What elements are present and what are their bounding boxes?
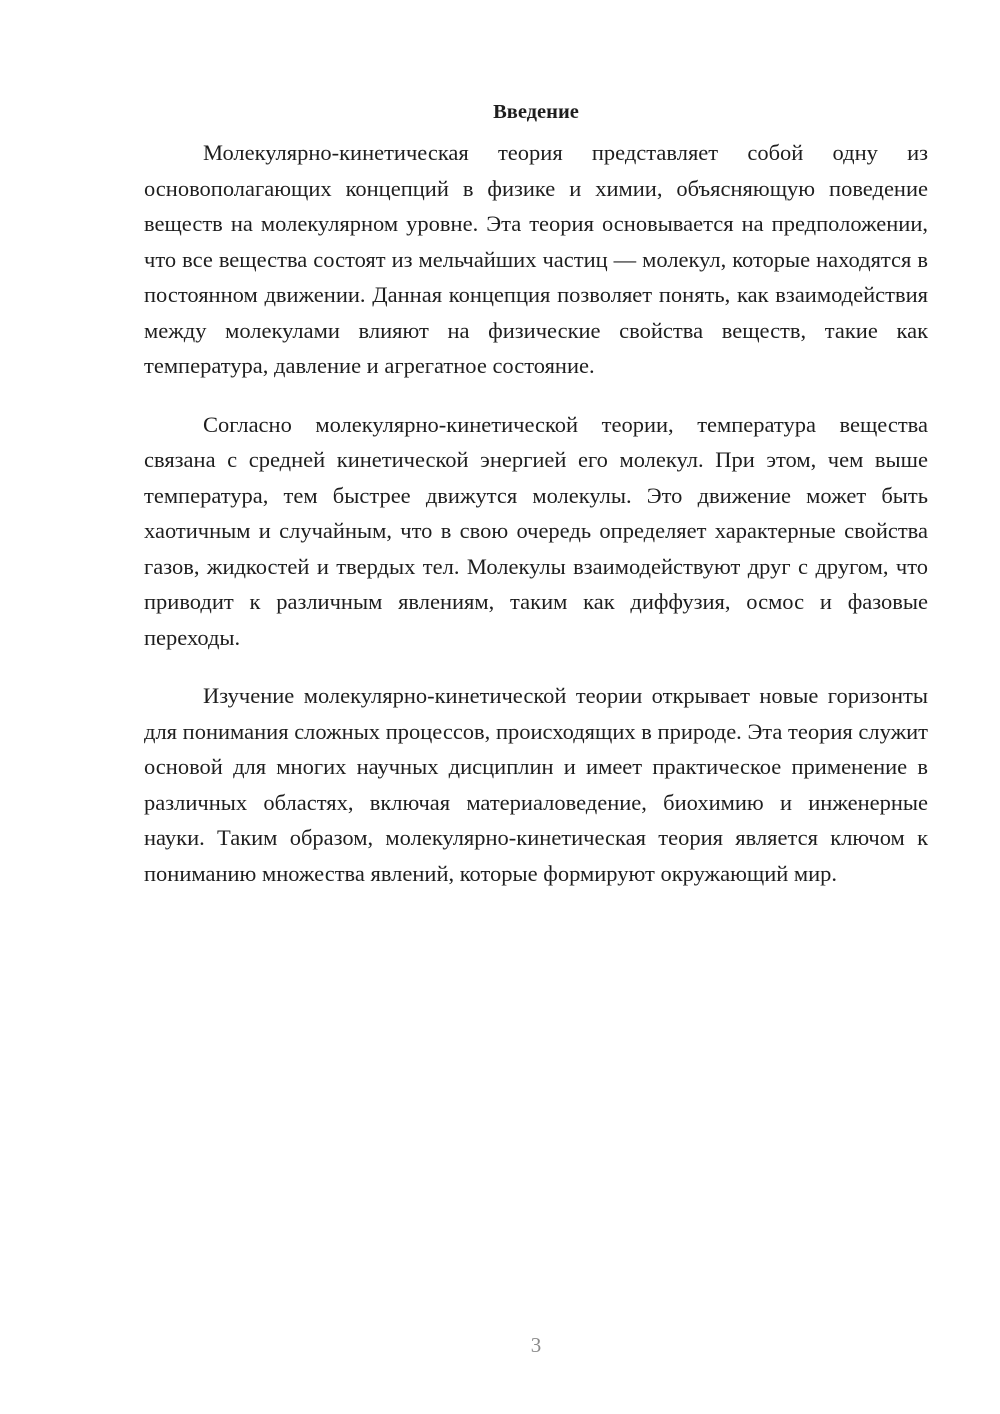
page-number: 3	[530, 1333, 542, 1357]
section-title: Введение	[493, 101, 579, 123]
page-content	[144, 97, 928, 914]
paragraph-1: Молекулярно-кинетическая теория представляет собой одну из основополагающих концепций в физике и химии, объясняющую поведение веществ на молекулярном уровне. Эта теория основывается на предположении, что все вещества состоят из мельчайших частиц — молекул, которые находятся в постоянном движении. Данная концепция позволяет понять, как взаимодействия между молекулами влияют на физические свойства веществ, такие как температура, давление и агрегатное состояние.	[144, 140, 928, 378]
paragraph-2: Согласно молекулярно-кинетической теории, температура вещества связана с средней кинетической энергией его молекул. При этом, чем выше температура, тем быстрее движутся молекулы. Это движение может быть хаотичным и случайным, что в свою очередь определяет характерные свойства газов, жидкостей и твердых тел. Молекулы взаимодействуют друг с другом, что приводит к различным явлениям, таким как диффузия, осмос и фазовые переходы.	[144, 411, 928, 650]
paragraph-3: Изучение молекулярно-кинетической теории открывает новые горизонты для понимания сложных процессов, происходящих в природе. Эта теория служит основой для многих научных дисциплин и имеет практическое применение в различных областях, включая материаловедение, биохимию и инженерные науки. Таким образом, молекулярно-кинетическая теория является ключом к пониманию множества явлений, которые формируют окружающий мир.	[144, 683, 928, 886]
